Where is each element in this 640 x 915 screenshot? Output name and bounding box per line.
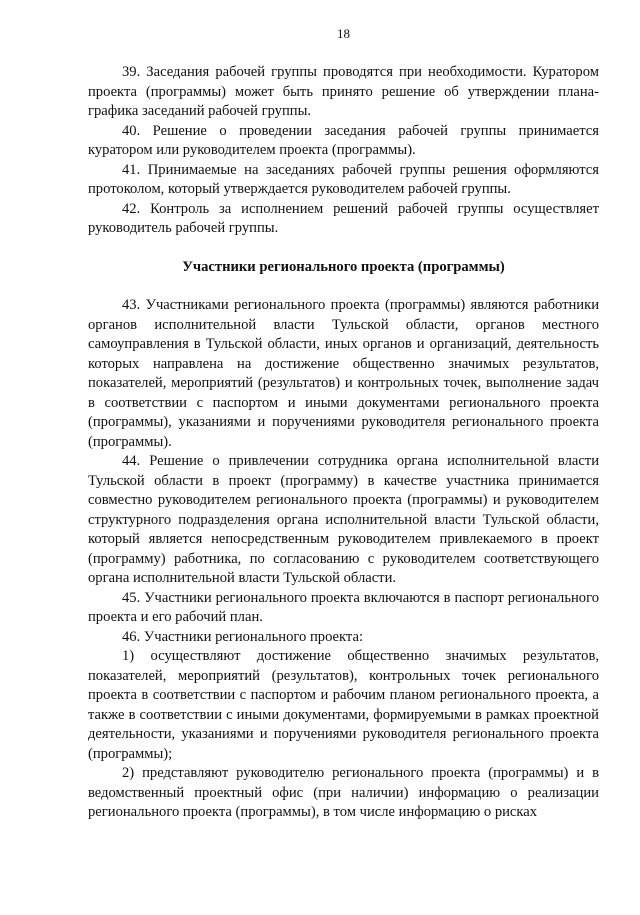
paragraph-39: 39. Заседания рабочей группы проводятся при необходимости. Куратором проекта (программы) может быть принято решение об утверждении плана-графика заседаний рабочей группы. <box>88 64 599 119</box>
page-number: 18 <box>337 26 350 41</box>
section-heading: Участники регионального проекта (программы) <box>182 258 505 275</box>
paragraph-42: 42. Контроль за исполнением решений рабочей группы осуществляет руководитель рабочей группы. <box>88 200 599 236</box>
paragraph-40: 40. Решение о проведении заседания рабочей группы принимается куратором или руководителем проекта (программы). <box>88 122 599 158</box>
paragraph-41: 41. Принимаемые на заседаниях рабочей группы решения оформляются протоколом, который утверждается руководителем рабочей группы. <box>88 161 599 197</box>
paragraph-46-item-1: 1) осуществляют достижение общественно значимых результатов, показателей, мероприятий (результатов), контрольных точек регионального проекта в соответствии с паспортом и рабочим планом регионального проекта, а также в соответствии с иными документами, формируемыми в рамках проектной деятельности, указаниями и поручениями руководителя регионального проекта (программы); <box>88 648 599 762</box>
paragraph-44: 44. Решение о привлечении сотрудника органа исполнительной власти Тульской области в проект (программу) в качестве участника принимается совместно руководителем регионального проекта (программы) и руководителем структурного подразделения органа исполнительной власти Тульской области, который является непосредственным руководителем привлекаемого в проект (программу) работника, по согласованию с руководителем соответствующего органа исполнительной власти Тульской области. <box>88 453 599 586</box>
paragraph-46-item-2: 2) представляют руководителю регионального проекта (программы) и в ведомственный проектный офис (при наличии) информацию о реализации регионального проекта (программы), в том числе информацию о рисках <box>88 765 599 820</box>
paragraph-46: 46. Участники регионального проекта: <box>122 628 364 645</box>
paragraph-45: 45. Участники регионального проекта включаются в паспорт регионального проекта и его рабочий план. <box>88 589 599 625</box>
paragraph-43: 43. Участниками регионального проекта (программы) являются работники органов исполнительной власти Тульской области, органов местного самоуправления в Тульской области, иных органов и организаций, деятельность которых направлена на достижение общественно значимых результатов, показателей, мероприятий (результатов) и контрольных точек, выполнение задач в соответствии с паспортом и иными документами регионального проекта (программы), указаниями и поручениями руководителя регионального проекта (программы). <box>88 297 599 450</box>
